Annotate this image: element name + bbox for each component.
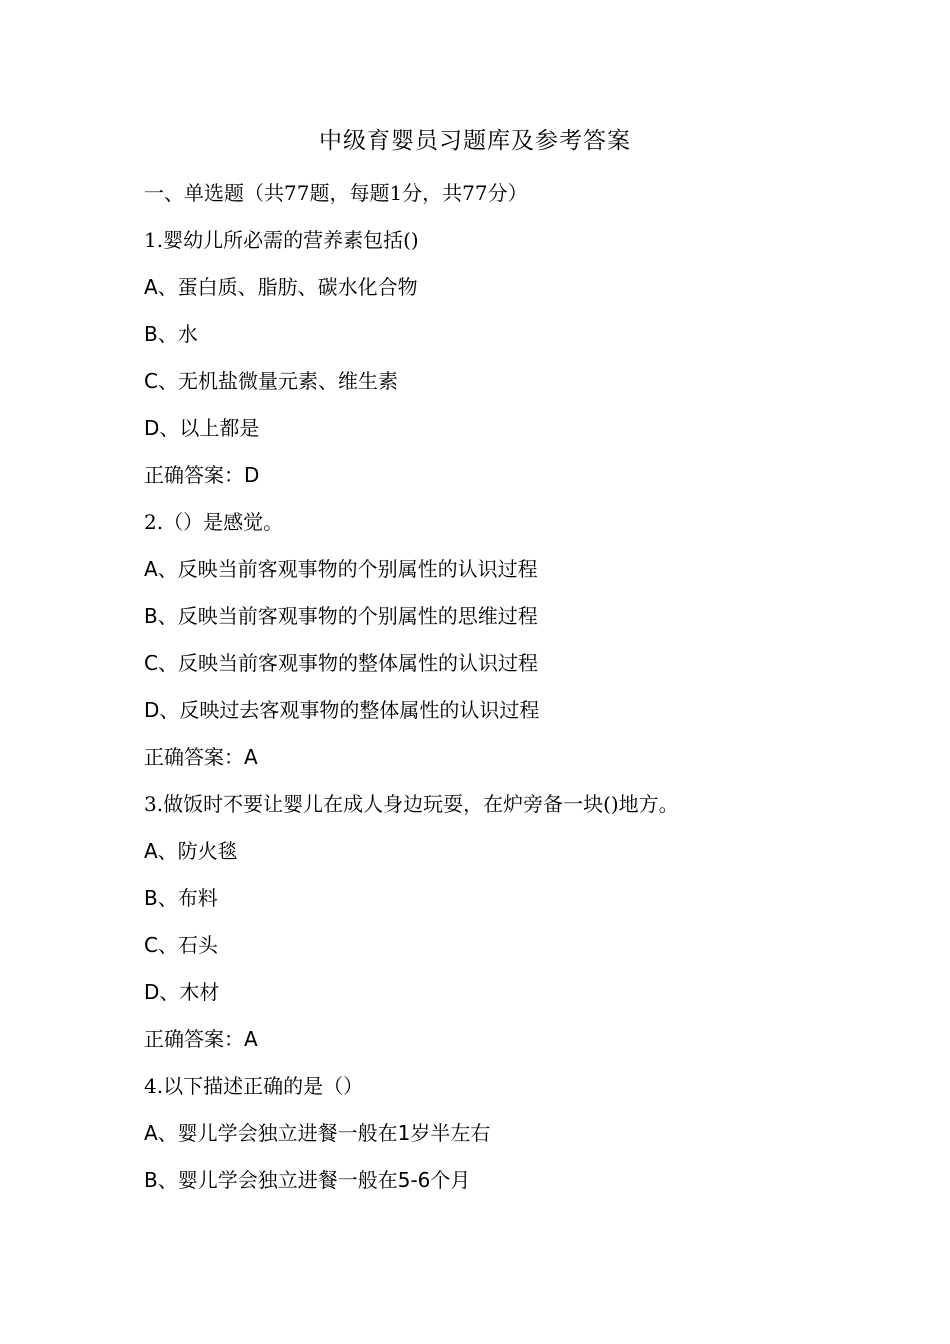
question-3-answer: 正确答案：A <box>144 1027 258 1051</box>
question-4-option-a: A、婴儿学会独立进餐一般在1岁半左右 <box>144 1121 491 1145</box>
question-4-stem: 4.以下描述正确的是（） <box>144 1074 364 1098</box>
document-title: 中级育婴员习题库及参考答案 <box>319 128 631 154</box>
question-1-option-a: A、蛋白质、脂肪、碳水化合物 <box>144 275 418 299</box>
section-heading: 一、单选题（共77题，每题1分，共77分） <box>144 181 528 205</box>
question-3-option-d: D、木材 <box>144 980 220 1004</box>
question-1-stem: 1.婴幼儿所必需的营养素包括() <box>144 228 419 252</box>
question-1-answer: 正确答案：D <box>144 463 260 487</box>
question-2-option-d: D、反映过去客观事物的整体属性的认识过程 <box>144 698 540 722</box>
question-2-option-c: C、反映当前客观事物的整体属性的认识过程 <box>144 651 538 675</box>
question-1-option-b: B、水 <box>144 322 198 346</box>
question-2-answer: 正确答案：A <box>144 745 258 769</box>
question-2-option-b: B、反映当前客观事物的个别属性的思维过程 <box>144 604 538 628</box>
question-1-option-d: D、以上都是 <box>144 416 260 440</box>
question-2-stem: 2.（）是感觉。 <box>144 510 284 534</box>
question-3-stem: 3.做饭时不要让婴儿在成人身边玩耍，在炉旁备一块()地方。 <box>144 792 679 816</box>
question-4-option-b: B、婴儿学会独立进餐一般在5-6个月 <box>144 1168 471 1192</box>
question-1-option-c: C、无机盐微量元素、维生素 <box>144 369 398 393</box>
question-3-option-c: C、石头 <box>144 933 218 957</box>
question-2-option-a: A、反映当前客观事物的个别属性的认识过程 <box>144 557 538 581</box>
question-3-option-b: B、布料 <box>144 886 218 910</box>
question-3-option-a: A、防火毯 <box>144 839 238 863</box>
